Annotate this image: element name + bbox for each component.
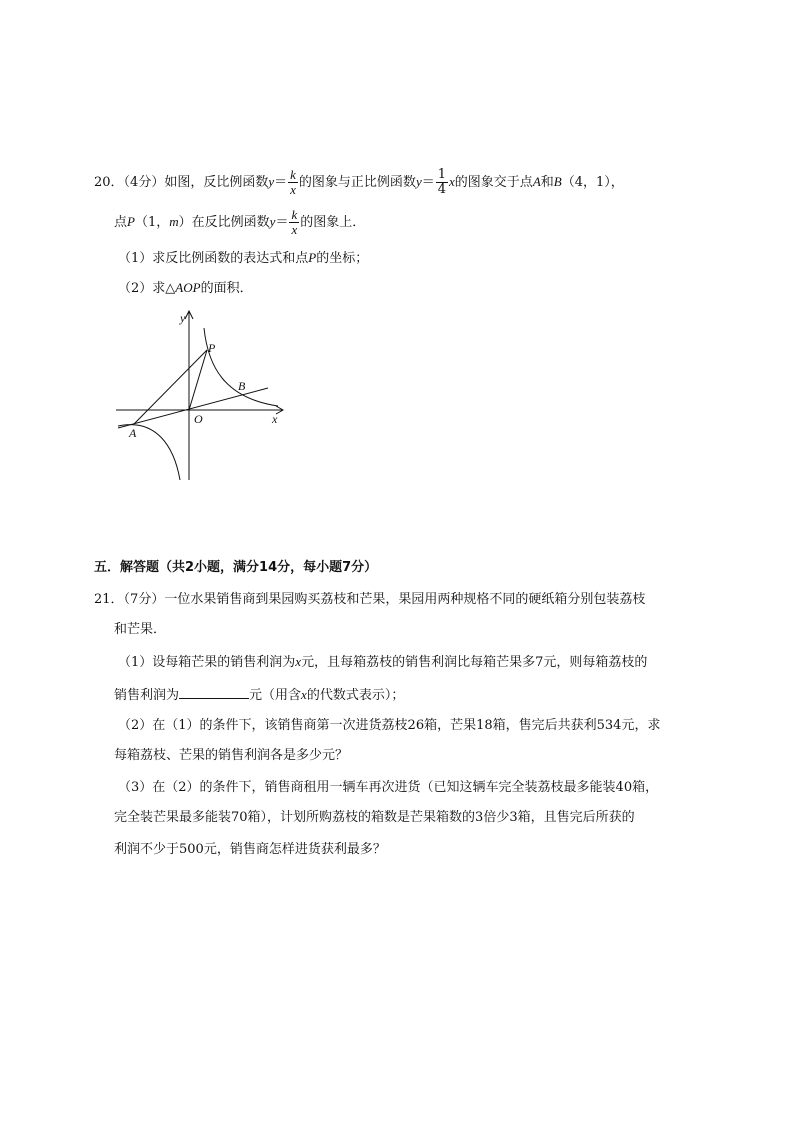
q20-P-coords-b: ）在反比例函数 <box>178 215 270 230</box>
q20-mid: 的图象与正比例函数 <box>298 175 416 190</box>
q21-sub2-line-1: （2）在（1）的条件下，该销售商第一次进货荔枝26箱，芒果18箱，售完后共获利534元，求 <box>118 718 661 733</box>
var-y: y <box>268 174 275 189</box>
q21-sub1-line-1 <box>118 652 647 673</box>
label-y: y <box>180 311 186 325</box>
hyperbola-branch-left <box>118 425 180 480</box>
q21-sub1-line-2 <box>114 684 404 706</box>
q21-sub3-line-3: 利润不少于500元，销售商怎样进货获利最多？ <box>114 842 386 857</box>
frac-denominator-x: x <box>290 182 296 197</box>
fraction-one-quarter <box>436 168 448 197</box>
answer-blank[interactable] <box>179 684 249 699</box>
var-x: x <box>295 654 302 669</box>
q20-P-coords-a: （1， <box>134 215 170 230</box>
q21-sub1-text-a: （1）设每箱芒果的销售利润为 <box>118 655 296 670</box>
q20-and: 和 <box>540 175 554 190</box>
q20-B-coords: （4，1）， <box>561 175 624 190</box>
q20-intro: 如图，反比例函数 <box>164 175 269 190</box>
q20-line2-post: 的图象上． <box>300 215 366 230</box>
q20-sub2-text-b: 的面积． <box>200 281 253 296</box>
q20-sub1 <box>118 248 368 269</box>
label-A: A <box>129 426 137 440</box>
q21-sub1-text-e: 的代数式表示）； <box>306 688 405 703</box>
q20-line-1 <box>94 168 624 197</box>
point-B: B <box>553 174 562 189</box>
frac-numerator-k: k <box>290 167 296 182</box>
function-graph <box>112 306 292 486</box>
label-x: x <box>272 412 278 426</box>
fraction-k-over-x <box>289 208 299 237</box>
frac-numerator-k: k <box>291 207 298 222</box>
label-B: B <box>238 379 246 393</box>
var-x: x <box>449 174 455 189</box>
q21-number: 21． <box>94 592 124 607</box>
q21-line-2: 和芒果． <box>114 622 167 637</box>
q20-sub1-text-b: 的坐标； <box>316 251 369 266</box>
q21-sub2-line-2: 每箱荔枝、芒果的销售利润各是多少元？ <box>114 748 349 763</box>
var-y: y <box>269 214 276 229</box>
equals: ＝ <box>421 175 435 190</box>
var-y: y <box>415 174 422 189</box>
frac-denominator-4: 4 <box>437 182 447 197</box>
q21-sub1-text-c: 销售利润为 <box>114 688 180 703</box>
triangle-AOP: AOP <box>175 280 201 295</box>
point-P: P <box>308 250 317 265</box>
var-m: m <box>169 214 179 229</box>
q21-sub3-line-2: 完全装芒果最多能装70箱），计划所购荔枝的箱数是芒果箱数的3倍少3箱，且售完后所获的 <box>114 810 635 825</box>
q21-sub1-text-d: 元（用含 <box>249 688 302 703</box>
q20-line2-pre: 点 <box>114 215 128 230</box>
frac-numerator-1: 1 <box>437 167 447 182</box>
point-A: A <box>532 174 541 189</box>
q21-sub3-line-1: （3）在（2）的条件下，销售商租用一辆车再次进货（已知这辆车完全装荔枝最多能装40箱， <box>118 780 659 795</box>
q20-line-2 <box>114 208 365 237</box>
q20-number: 20． <box>94 175 124 190</box>
proportional-line <box>118 388 268 428</box>
frac-denominator-x: x <box>291 222 298 237</box>
q20-sub2-text-a: （2）求△ <box>118 281 176 296</box>
q20-sub1-text-a: （1）求反比例函数的表达式和点 <box>118 251 309 266</box>
label-P: P <box>208 341 216 355</box>
section-5-title: 五．解答题（共2小题，满分14分，每小题7分） <box>94 560 378 575</box>
label-O: O <box>194 412 203 426</box>
fraction-k-over-x <box>288 168 298 197</box>
equals: ＝ <box>274 175 288 190</box>
q21-line-1 <box>94 590 645 610</box>
var-x: x <box>301 687 307 702</box>
hyperbola-branch-right <box>204 328 278 406</box>
point-P: P <box>127 214 135 229</box>
q20-sub2 <box>118 278 253 299</box>
q21-line1-text: （7分）一位水果销售商到果园购买荔枝和芒果，果园用两种规格不同的硬纸箱分别包装荔枝 <box>123 592 646 607</box>
q20-points: （4分） <box>123 175 165 190</box>
q20-after: 的图象交于点 <box>454 175 533 190</box>
q21-sub1-text-b: 元，且每箱荔枝的销售利润比每箱芒果多7元，则每箱荔枝的 <box>301 655 648 670</box>
equals: ＝ <box>275 215 289 230</box>
